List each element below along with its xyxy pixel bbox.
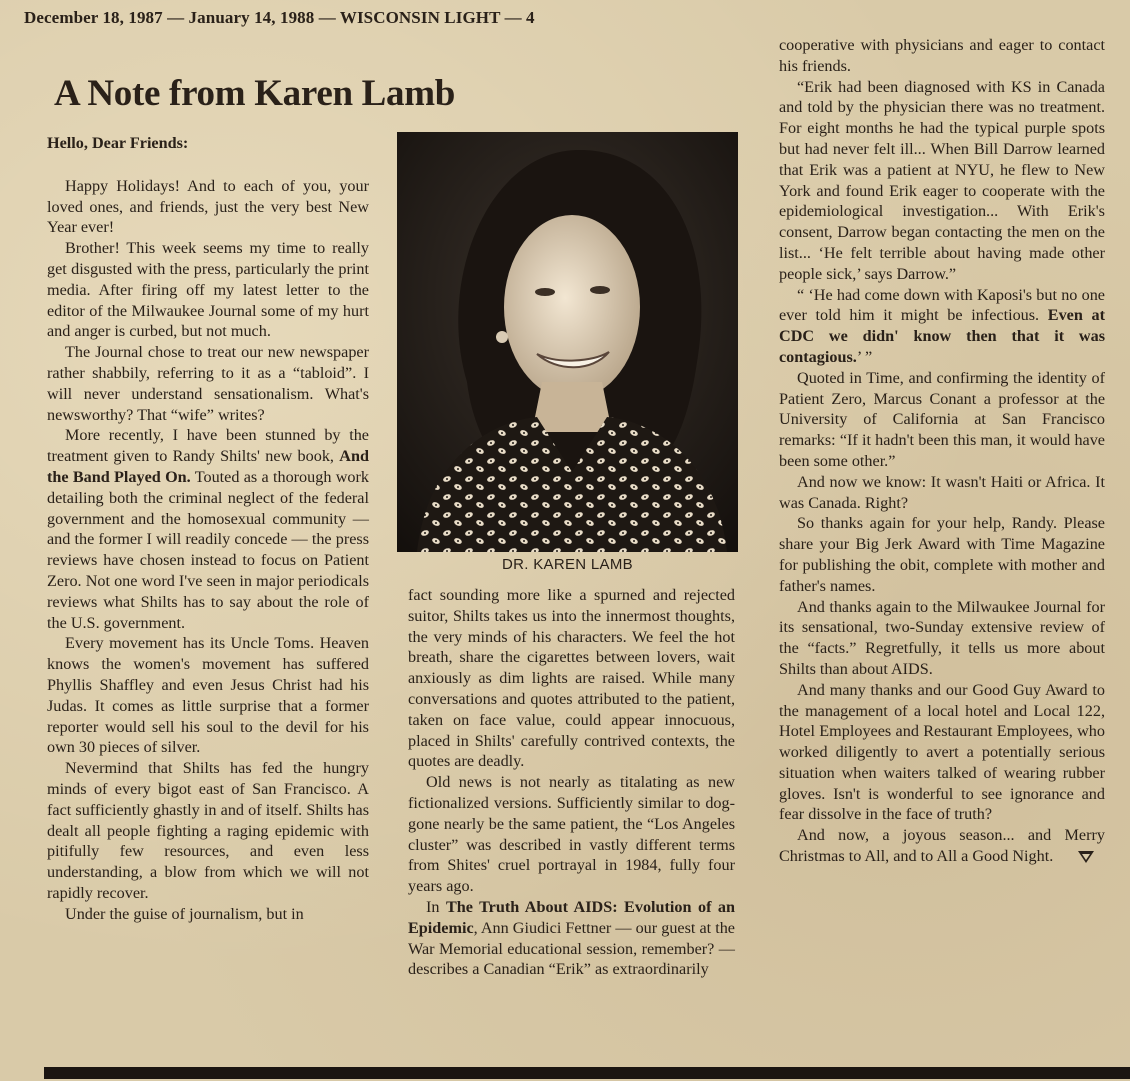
text-run: , Ann Giudici Fettner — our guest at the War Memorial educational session, remember? — describes a Canadian “Erik” as extraordinarily <box>408 918 735 979</box>
paragraph <box>408 897 735 980</box>
paragraph: And many thanks and our Good Guy Award to the management of a local hotel and Local 122, Hotel Employees and Restaurant Employees, who worked diligently to avert a potentially serious situation when waiters talked of wearing rubber gloves. Isn't is wonderful to see ignorance and fear dissolve in the face of truth? <box>779 680 1105 824</box>
paragraph: fact sounding more like a spurned and rejected suitor, Shilts takes us into the innermost thoughts, the very minds of his characters. We feel the hot breath, share the cigarettes between lovers, wait anxiously as dim lights are raised. While many conversations and quotes attributed to the patient, taken on face value, could appear innocuous, placed in Shilts' carefully contrived contexts, the quotes are deadly. <box>408 586 735 771</box>
paragraph: Happy Holidays! And to each of you, your loved ones, and friends, just the very best New Year ever! <box>47 176 369 237</box>
paragraph: “Erik had been diagnosed with KS in Canada and told by the physician there was no treatment. For eight months he had the typical purple spots but had never felt ill... When Bill Darrow learned that Erik was a patient at NYU, he flew to New York and found Erik eager to cooperate with the epidemiological investigation... With Erik's consent, Darrow began contacting the men on the list... ‘He felt terrible about having made other people sick,’ says Darrow.” <box>779 77 1105 283</box>
text-run: ’ ” <box>856 347 873 366</box>
paragraph: Nevermind that Shilts has fed the hungry minds of every bigot east of San Francisco. A fact sufficiently ghastly in and of itself. Shilts has dealt all people fighting a raging epidemic with pitifully few resources, and even less understanding, a blow from which we will not rapidly recover. <box>47 759 369 902</box>
portrait-photo <box>397 132 738 552</box>
paragraph: And thanks again to the Milwaukee Journal for its sensational, two-Sunday extensive review of the “facts.” Regretfully, it tells us more about Shilts than about AIDS. <box>779 597 1105 678</box>
text-run: Touted as a thorough work detailing both the criminal neglect of the federal government and the homosexual community — and the former I will readily concede — the press reviews have chosen instead to focus on Patient Zero. Not one word I've seen in major periodicals reviews what Shilts has to say about the role of the U.S. government. <box>47 467 369 632</box>
paragraph: And now we know: It wasn't Haiti or Africa. It was Canada. Right? <box>779 472 1105 512</box>
greeting: Hello, Dear Friends: <box>47 134 189 152</box>
paragraph: cooperative with physicians and eager to contact his friends. <box>779 36 1105 75</box>
book-title: And the Band Played On. <box>47 447 369 486</box>
end-mark-icon <box>1059 849 1095 870</box>
page-folio: December 18, 1987 — January 14, 1988 — WISCONSIN LIGHT — 4 <box>24 8 535 27</box>
paragraph: Quoted in Time, and confirming the identity of Patient Zero, Marcus Conant a professor at the University of California at San Francisco remarks: “If it hadn't been this man, it would have been some other.” <box>779 368 1105 470</box>
portrait-photo-icon <box>397 132 738 552</box>
text-run: “ ‘He had come down with Kaposi's but no one ever told him it might be infectious. <box>779 285 1105 325</box>
paragraph: Every movement has its Uncle Toms. Heaven knows the women's movement has suffered Phyllis Shaffley and even Jesus Christ had his Judas. It comes as little surprise that a former reporter would sell his soul to the devil for his own 30 pieces of silver. <box>47 634 369 757</box>
photo-caption: DR. KAREN LAMB <box>502 556 633 573</box>
column-3 <box>779 35 1105 870</box>
paragraph: Under the guise of journalism, but in <box>65 904 304 923</box>
headline: A Note from Karen Lamb <box>54 73 456 114</box>
text-run: More recently, I have been stunned by the treatment given to Randy Shilts' new book, <box>47 426 369 466</box>
emphasis: Even at CDC we didn' know then that it was contagious. <box>779 306 1106 366</box>
text-run: And now, a joyous season... and Merry Christmas to All, and to All a Good Night. <box>779 826 1105 866</box>
paragraph: Old news is not nearly as titalating as new fictionalized versions. Sufficiently similar to dog-gone nearly be the same patient, the “Los Angeles cluster” was described in vastly different terms from Shites' cruel portrayal in 1984, fully four years ago. <box>408 773 735 896</box>
paragraph: So thanks again for your help, Randy. Please share your Big Jerk Award with Time Magazine for publishing the obit, complete with mother and father's names. <box>779 514 1105 595</box>
bottom-rule <box>44 1067 1130 1079</box>
text-run: In <box>426 897 446 916</box>
column-2 <box>408 585 735 980</box>
paragraph: The Journal chose to treat our new newspaper rather shabbily, referring to it as a “tabloid”. I will never understand sensationalism. What's newsworthy? That “wife” writes? <box>47 343 369 424</box>
paragraph <box>779 285 1105 368</box>
paragraph <box>47 425 369 633</box>
paragraph <box>779 825 1105 870</box>
column-1 <box>47 133 369 924</box>
book-title: The Truth About AIDS: Evolution of an Epidemic <box>408 897 735 937</box>
paragraph: Brother! This week seems my time to really get disgusted with the press, particularly the print media. After firing off my latest letter to the editor of the Milwaukee Journal some of my hurt and anger is curbed, but not much. <box>47 239 369 341</box>
